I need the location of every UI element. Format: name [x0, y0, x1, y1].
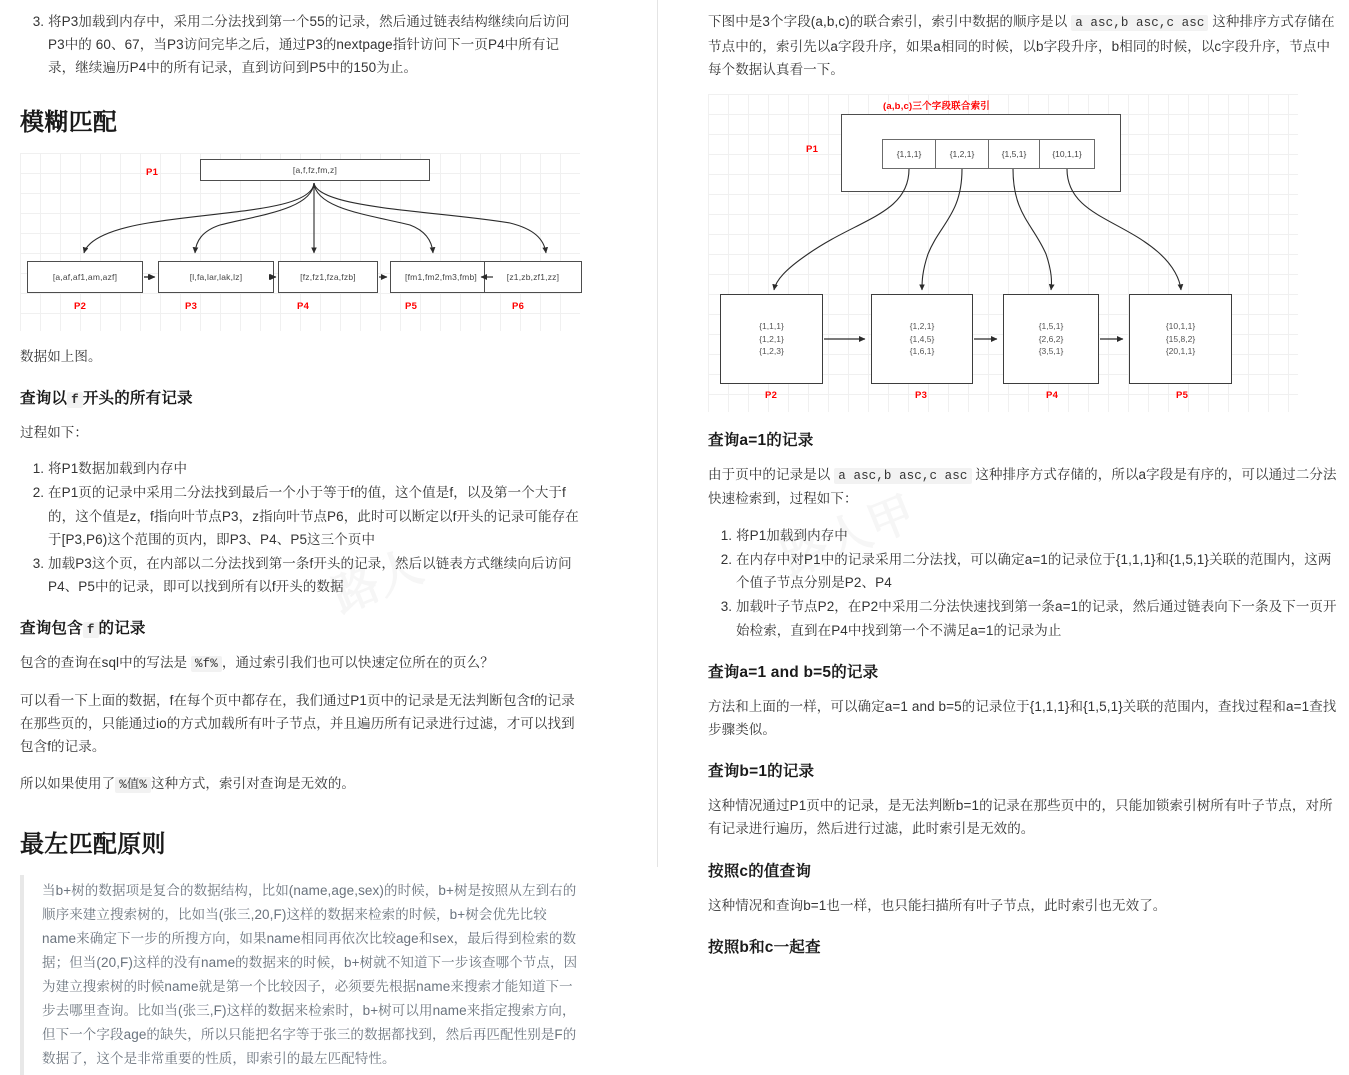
contains-p3-b: 这种方式，索引对查询是无效的。	[151, 775, 356, 791]
diagram-leaf-p6: [z1,zb,zf1,zz]	[484, 261, 582, 293]
leaf-p2-row-3: {1,2,3}	[759, 346, 784, 357]
a1-intro-paragraph	[708, 463, 1339, 511]
inline-code-f2: f	[83, 622, 99, 638]
inline-code-percent-value: %值%	[115, 777, 151, 793]
heading-query-c: 按照c的值查询	[708, 862, 812, 880]
leaf-p4-row-1: {1,5,1}	[1038, 321, 1064, 332]
list-item: 3. 加载叶子节点P2，在P2中采用二分法快速找到第一条a=1的记录，然后通过链表向下一条及下一页开始检索，直到在P4中找到第一个不满足a=1的记录为止	[736, 595, 1339, 641]
diagram-label-p2: P2	[765, 389, 778, 401]
diagram-label-p1: P1	[146, 166, 159, 178]
diagram-leaf-p4: [fz,fz1,fza,fzb]	[278, 261, 378, 293]
heading-query-a1-b5: 查询a=1 and b=5的记录	[708, 663, 879, 681]
b1-paragraph: 这种情况通过P1页中的记录，是无法判断b=1的记录在那些页中的，只能加锁索引树所有叶子节点，对所有记录进行遍历，然后进行过滤，此时索引是无效的。	[708, 798, 1333, 837]
list-item: 1. 将P1数据加载到内存中	[48, 457, 579, 480]
diagram-label-p6: P6	[512, 300, 525, 312]
root-key-cell-1: {1,1,1}	[882, 139, 936, 169]
inline-code-sort-order: a asc,b asc,c asc	[1071, 15, 1208, 31]
heading-contains-post: 的记录	[98, 620, 146, 638]
diagram-leaf-p2: [a,af,af1,am,azf]	[27, 261, 143, 293]
inline-code-percent-f: %f%	[191, 656, 222, 672]
inline-code-sort-order-2: a asc,b asc,c asc	[834, 468, 971, 484]
root-key-cell-4: {10,1,1}	[1039, 139, 1095, 169]
right-column	[658, 0, 1349, 956]
diagram-label-p3: P3	[185, 300, 198, 312]
a1b5-paragraph: 方法和上面的一样，可以确定a=1 and b=5的记录位于{1,1,1}和{1,5,1}关联的范围内，查找过程和a=1查找步骤类似。	[708, 698, 1337, 737]
btree-fuzzy-diagram	[20, 153, 580, 331]
diagram-label-p5: P5	[1176, 389, 1189, 401]
diagram-label-p4: P4	[297, 300, 310, 312]
leaf-p4-row-3: {3,5,1}	[1038, 346, 1064, 357]
page-title-fuzzy-match: 模糊匹配	[20, 108, 118, 136]
root-key-cell-2: {1,2,1}	[935, 139, 989, 169]
root-key-cell-3: {1,5,1}	[988, 139, 1040, 169]
diagram-label-p4: P4	[1046, 389, 1059, 401]
right-intro-b: 这种排序方式存储在节点中的，索引先以a字段升序，如果a相同的时候，以b字段升序，b相同的时候，以c字段升序，节点中每个数据认真看一下。	[708, 14, 1335, 77]
diagram-title: (a,b,c)三个字段联合索引	[883, 100, 990, 112]
heading-prefix-query	[20, 386, 579, 408]
diagram-leaf-p5	[1129, 294, 1232, 384]
list-item: 3. 将P3加载到内存中，采用二分法找到第一个55的记录，然后通过链表结构继续向后访问P3中的 60、67，当P3访问完毕之后，通过P3的nextpage指针访问下一页P4中所有记录，继续遍历P4中的所有记录，直到访问到P5中的150为止。	[48, 10, 579, 80]
leftmost-note-text: 当b+树的数据项是复合的数据结构，比如(name,age,sex)的时候，b+树是按照从左到右的顺序来建立搜索树的，比如当(张三,20,F)这样的数据来检索的时候，b+树会优先比较name来确定下一步的所搜方向，如果name相同再依次比较age和sex，最后得到检索的数据；但当(20,F)这样的没有name的数据来的时候，b+树就不知道下一步该查哪个节点，因为建立搜索树的时候name就是第一个比较因子，必须要先根据name来搜索才能知道下一步去哪里查询。比如当(张三,F)这样的数据来检索时，b+树可以用name来指定搜索方向，但下一个字段age的缺失，所以只能把名字等于张三的数据都找到，然后再匹配性别是F的数据了，这个是非常重要的性质，即索引的最左匹配特性。	[42, 883, 578, 1067]
diagram-leaf-p4	[1003, 294, 1099, 384]
list-item: 2. 在内存中对P1中的记录采用二分法找，可以确定a=1的记录位于{1,1,1}和{1,5,1}关联的范围内，这两个值子节点分别是P2、P4	[736, 548, 1339, 594]
leaf-p3-row-3: {1,6,1}	[909, 346, 935, 357]
diagram-leaf-p3	[871, 294, 973, 384]
heading-contains-query	[20, 616, 579, 638]
left-column	[0, 0, 658, 1067]
page-title-leftmost: 最左匹配原则	[20, 831, 166, 859]
right-intro-paragraph	[708, 10, 1339, 81]
leaf-p5-row-2: {15,8,2}	[1165, 333, 1196, 344]
diagram-leaf-p3: [l,fa,lar,lak,lz]	[158, 261, 274, 293]
a1-intro-b: 这种排序方式存储的，所以a字段是有序的，可以通过二分法快速检索到，过程如下：	[708, 466, 1337, 507]
diagram-leaf-p5: [fm1,fm2,fm3,fmb]	[390, 261, 492, 293]
heading-prefix-post: 开头的所有记录	[82, 389, 193, 407]
heading-query-b1: 查询b=1的记录	[708, 763, 815, 781]
heading-contains-pre: 查询包含	[20, 620, 83, 638]
contains-p1-b: ，通过索引我们也可以快速定位所在的页么？	[221, 655, 494, 671]
contains-paragraph-1	[20, 651, 579, 676]
leftmost-note-blockquote	[20, 875, 579, 1075]
diagram-leaf-p2	[720, 294, 823, 384]
leaf-p5-row-1: {10,1,1}	[1165, 321, 1196, 332]
contains-p1-a: 包含的查询在sql中的写法是	[20, 655, 188, 671]
prefix-steps-list	[20, 457, 579, 598]
leaf-p2-row-1: {1,1,1}	[759, 321, 784, 332]
leaf-p2-row-2: {1,2,1}	[759, 333, 784, 344]
diagram-label-p3: P3	[915, 389, 928, 401]
a1-intro-a: 由于页中的记录是以	[708, 466, 831, 482]
composite-index-diagram	[708, 94, 1298, 412]
c-paragraph: 这种情况和查询b=1也一样，也只能扫描所有叶子节点，此时索引也无效了。	[708, 897, 1167, 913]
list-item: 2. 在P1页的记录中采用二分法找到最后一个小于等于f的值，这个值是f，以及第一个大于f的，这个值是z，f指向叶节点P3，z指向叶节点P6，此时可以断定以f开头的记录可能存在于[P3,P6)这个范围的页内，即P3、P4、P5这三个页中	[48, 481, 579, 551]
a1-steps-list	[708, 524, 1339, 642]
intro-ordered-list	[20, 10, 579, 80]
diagram-label-p2: P2	[74, 300, 87, 312]
diagram-root-node: [a,f,fz,fm,z]	[200, 159, 430, 181]
list-item: 1. 将P1加载到内存中	[736, 524, 1339, 547]
diagram-label-p5: P5	[405, 300, 418, 312]
leaf-p5-row-3: {20,1,1}	[1165, 346, 1196, 357]
heading-query-a1: 查询a=1的记录	[708, 431, 814, 449]
caption-data: 数据如上图。	[20, 348, 102, 364]
heading-query-bc: 按照b和c一起查	[708, 938, 821, 956]
leaf-p3-row-1: {1,2,1}	[909, 321, 935, 332]
leaf-p4-row-2: {2,6,2}	[1038, 333, 1064, 344]
heading-prefix-pre: 查询以	[20, 389, 68, 407]
leaf-p3-row-2: {1,4,5}	[909, 333, 935, 344]
list-item: 3. 加载P3这个页，在内部以二分法找到第一条f开头的记录，然后以链表方式继续向后访问P4、P5中的记录，即可以找到所有以f开头的数据	[48, 552, 579, 598]
contains-paragraph-2: 可以看一下上面的数据，f在每个页中都存在，我们通过P1页中的记录是无法判断包含f的记录在那些页的，只能通过io的方式加载所有叶子节点，并且遍历所有记录进行过滤，才可以找到包含f的记录。	[20, 692, 575, 755]
contains-paragraph-3	[20, 772, 579, 797]
process-intro: 过程如下：	[20, 424, 88, 440]
diagram-label-p1: P1	[806, 143, 819, 155]
inline-code-f: f	[67, 392, 83, 408]
contains-p3-a: 所以如果使用了	[20, 775, 116, 791]
right-intro-a: 下图中是3个字段(a,b,c)的联合索引，索引中数据的顺序是以	[708, 14, 1068, 29]
